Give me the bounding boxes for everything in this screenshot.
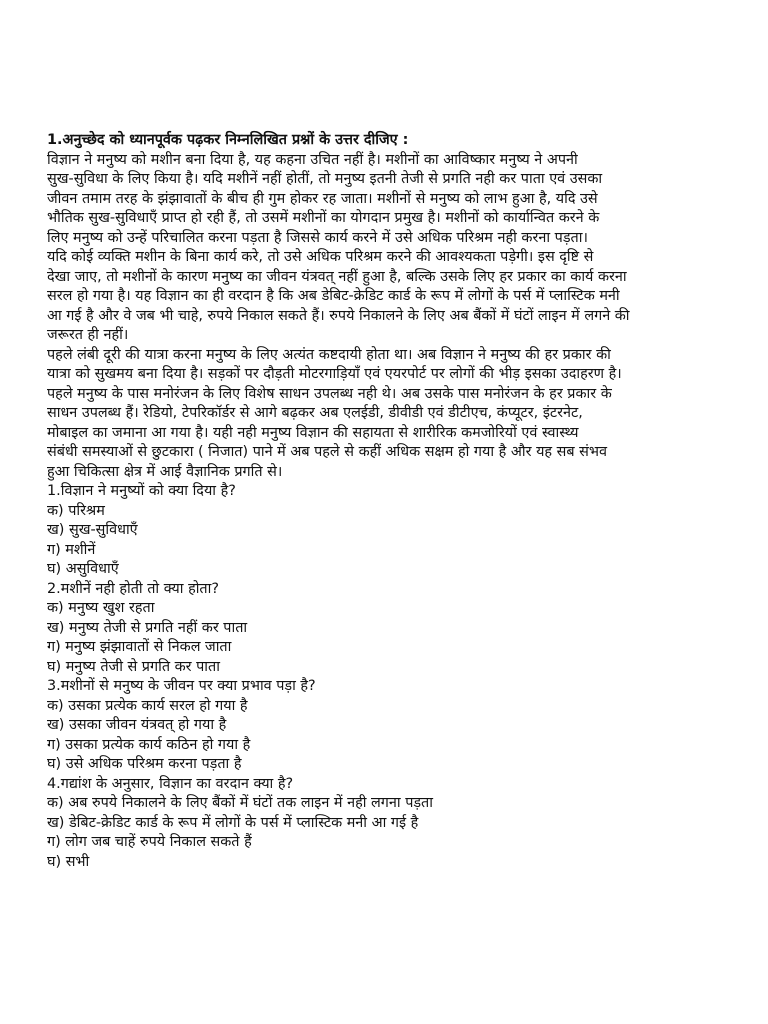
answer-option: ग) लोग जब चाहें रुपये निकाल सकते हैं	[47, 834, 252, 850]
answer-option: क) उसका प्रत्येक कार्य सरल हो गया है	[47, 697, 248, 714]
question-text: 1.विज्ञान ने मनुष्यों को क्या दिया है?	[47, 483, 236, 499]
answer-option: ख) मनुष्य तेजी से प्रगति नहीं कर पाता	[47, 619, 248, 636]
question-text: 2.मशीनें नही होती तो क्या होता?	[47, 580, 219, 597]
paragraph-line: पहले मनुष्य के पास मनोरंजन के लिए विशेष साधन उपलब्ध नही थे। अब उसके पास मनोरंजन के हर प्रकार के	[47, 385, 612, 402]
passage-paragraph-1	[47, 151, 747, 346]
question-text: 4.गद्यांश के अनुसार, विज्ञान का वरदान क्या है?	[47, 775, 294, 792]
question-4	[47, 775, 747, 873]
answer-option: घ) असुविधाएँ	[47, 561, 119, 577]
answer-option: ख) डेबिट-क्रेडिट कार्ड के रूप में लोगों के पर्स में प्लास्टिक मनी आ गई है	[47, 814, 419, 831]
paragraph-line: हुआ चिकित्सा क्षेत्र में आई वैज्ञानिक प्रगति से।	[47, 463, 283, 480]
passage-heading: 1.अनुच्छेद को ध्यानपूर्वक पढ़कर निम्नलिखित प्रश्नों के उत्तर दीजिए :	[47, 132, 409, 148]
paragraph-line: सरल हो गया है। यह विज्ञान का ही वरदान है कि अब डेबिट-क्रेडिट कार्ड के रूप में लोगों के पर्स में प्लास्टिक मनी	[47, 288, 620, 304]
answer-option: क) मनुष्य खुश रहता	[47, 600, 155, 616]
paragraph-line: लिए मनुष्य को उन्हें परिचालित करना पड़ता है जिससे कार्य करने में उसे अधिक परिश्रम नही करना पड़ता।	[47, 229, 588, 246]
paragraph-line: भौतिक सुख-सुविधाएँ प्राप्त हो रही हैं, तो उसमें मशीनों का योगदान प्रमुख है। मशीनों को कार्यान्वित करने के	[47, 210, 600, 226]
paragraph-line: विज्ञान ने मनुष्य को मशीन बना दिया है, यह कहना उचित नहीं है। मशीनों का आविष्कार मनुष्य ने अपनी	[47, 151, 578, 168]
paragraph-line: मोबाइल का जमाना आ गया है। यही नही मनुष्य विज्ञान की सहायता से शारीरिक कमजोरियों एवं स्वास्थ्य	[47, 424, 579, 441]
answer-option: ग) उसका प्रत्येक कार्य कठिन हो गया है	[47, 736, 251, 753]
answer-option: घ) सभी	[47, 853, 90, 870]
answer-option: ग) मनुष्य झंझावातों से निकल जाता	[47, 639, 232, 655]
passage-paragraph-2	[47, 346, 747, 483]
answer-option: घ) उसे अधिक परिश्रम करना पड़ता है	[47, 756, 242, 772]
question-2	[47, 580, 747, 678]
paragraph-line: साधन उपलब्ध हैं। रेडियो, टेपरिकॉर्डर से आगे बढ़कर अब एलईडी, डीवीडी एवं डीटीएच, कंप्यूटर, इंटरनेट,	[47, 405, 583, 421]
question-1	[47, 482, 747, 580]
paragraph-line: सुख-सुविधा के लिए किया है। यदि मशीनें नहीं होतीं, तो मनुष्य इतनी तेजी से प्रगति नही कर पाता एवं उसका	[47, 171, 603, 187]
answer-option: क) परिश्रम	[47, 502, 105, 519]
paragraph-line: जरूरत ही नहीं।	[47, 327, 129, 343]
answer-option: ख) सुख-सुविधाएँ	[47, 522, 138, 538]
paragraph-line: यदि कोई व्यक्ति मशीन के बिना कार्य करे, तो उसे अधिक परिश्रम करने की आवश्यकता पड़ेगी। इस दृष्टि से	[47, 249, 594, 265]
paragraph-line: यात्रा को सुखमय बना दिया है। सड़कों पर दौड़ती मोटरगाड़ियाँ एवं एयरपोर्ट पर लोगों की भीड़ इसका उदाहरण है।	[47, 366, 622, 382]
document-page	[47, 131, 747, 872]
answer-option: ग) मशीनें	[47, 541, 96, 558]
question-3	[47, 677, 747, 775]
paragraph-line: पहले लंबी दूरी की यात्रा करना मनुष्य के लिए अत्यंत कष्टदायी होता था। अब विज्ञान ने मनुष्य की हर प्रकार की	[47, 346, 611, 363]
answer-option: क) अब रुपये निकालने के लिए बैंकों में घंटों तक लाइन में नही लगना पड़ता	[47, 795, 433, 811]
paragraph-line: आ गई है और वे जब भी चाहे, रुपये निकाल सकते हैं। रुपये निकालने के लिए अब बैंकों में घंटों लाइन में लगने की	[47, 307, 630, 324]
answer-option: घ) मनुष्य तेजी से प्रगति कर पाता	[47, 658, 220, 675]
paragraph-line: संबंधी समस्याओं से छुटकारा ( निजात) पाने में अब पहले से कहीं अधिक सक्षम हो गया है और यह सब संभव	[47, 444, 608, 460]
question-text: 3.मशीनों से मनुष्य के जीवन पर क्या प्रभाव पड़ा है?	[47, 678, 316, 694]
paragraph-line: देखा जाए, तो मशीनों के कारण मनुष्य का जीवन यंत्रवत् नहीं हुआ है, बल्कि उसके लिए हर प्रकार का कार्य करना	[47, 268, 627, 285]
answer-option: ख) उसका जीवन यंत्रवत् हो गया है	[47, 717, 227, 733]
paragraph-line: जीवन तमाम तरह के झंझावातों के बीच ही गुम होकर रह जाता। मशीनों से मनुष्य को लाभ हुआ है, यदि उसे	[47, 190, 598, 207]
